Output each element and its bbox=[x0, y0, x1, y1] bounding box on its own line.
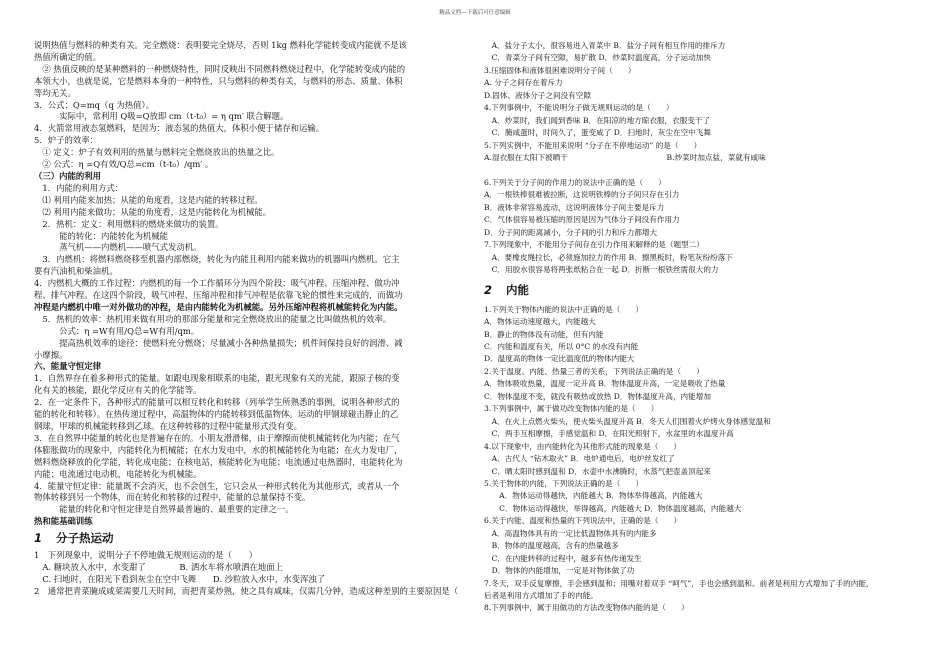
text-line: 等均无关。 bbox=[34, 87, 76, 98]
text-line: 3．在自然界中能量的转化也是普遍存在的。小朋友滑滑梯，由于摩擦而使机械能转化为内能；在气 bbox=[34, 432, 400, 443]
text-line: C．在内能转移的过程中，越多有热传递发生 bbox=[484, 553, 642, 563]
section-heading-2 bbox=[484, 283, 922, 298]
text-line: 4.以下现象中，由内能转化为其他形式能的现象是（ ） bbox=[484, 441, 682, 451]
section-number: 1 bbox=[34, 531, 43, 546]
section-title: 内能 bbox=[506, 282, 530, 297]
text-line: A. 分子之间存在着斥力 bbox=[484, 78, 563, 88]
text-line: B．液体非常容易流动，这说明液体分子间主要是斥力 bbox=[484, 202, 665, 212]
text-line: 冲程是内燃机中唯一对外做功的冲程，是由内能转化为机械能。另外压缩冲程将机械能转化为内能。 bbox=[34, 301, 403, 312]
text-line: 能的转化：内能转化为机械能 bbox=[34, 230, 168, 241]
text-line: A．高温物体具有的一定比低温物体具有的内能多 bbox=[484, 528, 657, 538]
text-line: A．要橡皮绳拉长，必须施加拉力的作用 B．擦黑板时，粉笔灰纷纷落下 bbox=[484, 252, 733, 262]
text-line: 1.下列关于物体内能的说法中正确的是（ ） bbox=[484, 304, 644, 314]
text-line: 说明热值与燃料的种类有关。完全燃烧：表明要完全烧尽，否则 1kg 燃料化学能转变成内能就不是该 bbox=[34, 40, 407, 50]
text-line: C．物体运动得越快，举得越高，内能越大 D．物体温度越高，内能越大 bbox=[484, 503, 742, 513]
text-line: 化有关的核能，跟化学反应有关的化学能等。 bbox=[34, 385, 202, 396]
text-line: 要有汽油机和柴油机。 bbox=[34, 266, 118, 277]
text-line: C．腌咸蛋时，时间久了，蛋变咸了 D．扫地时，灰尘在空中飞舞 bbox=[484, 128, 711, 138]
text-line: 2．在一定条件下，各种形式的能量可以相互转化和转移（列举学生所熟悉的事例，说明各种形式的 bbox=[34, 397, 400, 408]
text-line: 7.冬天，双手反复摩擦，手会感到温和；用嘴对着双手 “呵气”，手也会感到温和。前者是利用方式增加了手的内能， bbox=[484, 578, 874, 588]
text-line: 能的转化和转移）。在热传递过程中，高温物体的内能转移到低温物体。运动的甲钢球碰击静止的乙 bbox=[34, 409, 399, 420]
text-line: 热和能基础训练 bbox=[34, 516, 93, 527]
text-line: A．盐分子太小，很容易进入青菜中 B．盐分子间有相互作用的排斥力 bbox=[484, 41, 726, 50]
text-line: 1 下列现象中，说明分子不停地做无规则运动的是（ ） bbox=[34, 550, 258, 561]
text-line: A．在火上点燃火柴头，使火柴头温度升高 B．冬天人们围着火炉烤火身体感觉温和 bbox=[484, 416, 771, 426]
text-line: D．分子间的距离减小，分子间的引力和斥力都增大 bbox=[484, 227, 658, 237]
text-line: 1．内能的利用方式： bbox=[34, 182, 124, 193]
left-body-text bbox=[34, 40, 466, 528]
text-line: A．古代人 “钻木取火” B．电炉通电后，电炉丝发红了 bbox=[484, 454, 675, 464]
text-line: A．物体运动得越快，内能越大 B．物体举得越高，内能越大 bbox=[484, 491, 703, 501]
text-line: A．物体吸收热量，温度一定升高 B．物体温度升高，一定是吸收了热量 bbox=[484, 379, 726, 389]
text-line: 7.下列现象中，不能用分子间存在引力作用来解释的是（题型二） bbox=[484, 240, 704, 250]
text-line: D.固体、液体分子之间没有空隙 bbox=[484, 90, 591, 100]
left-column bbox=[34, 40, 466, 598]
text-line: C．青菜分子间有空隙，易扩散 D．炒菜时温度高，分子运动加快 bbox=[484, 53, 711, 63]
text-line: 内能；电流通过电动机，电能转化为机械能。 bbox=[34, 468, 202, 479]
left-exercises bbox=[34, 550, 466, 598]
text-line: （三）内能的利用 bbox=[34, 170, 101, 181]
text-line: 1．自然界存在着多种形式的能量。如跟电现象相联系的电能，跟光现象有关的光能，跟原子核的变 bbox=[34, 373, 400, 384]
text-line: ① 定义：炉子有效利用的热量与燃料完全燃烧放出的热量之比。 bbox=[34, 147, 280, 158]
text-line: 3．内燃机：将燃料燃烧移至机器内部燃烧，转化为内能且利用内能来做功的机器叫内燃机。它主 bbox=[34, 254, 400, 265]
text-line bbox=[484, 165, 922, 177]
text-line: C．内能和温度有关，所以 0°C 的水没有内能 bbox=[484, 341, 639, 351]
section-number: 2 bbox=[484, 282, 493, 297]
text-line: 4．内燃机大概的工作过程：内燃机的每一个工作循环分为四个阶段：吸气冲程、压缩冲程、做功冲 bbox=[34, 278, 400, 289]
text-line: C．用胶水很容易将两张纸粘合在一起 D．折断一根铁丝需很大的力 bbox=[484, 265, 719, 275]
text-line: 燃料燃烧释放的化学能，转化成电能；在核电站，核能转化为电能；电流通过电热器时，电能转化为 bbox=[34, 456, 403, 467]
text-line: B．静止的物体没有动能，但有内能 bbox=[484, 329, 604, 339]
text-line: 蒸气机——内燃机——喷气式发动机。 bbox=[34, 242, 202, 253]
text-line: C．物体温度不变，就没有吸热或放热 D．物体温度升高，内能增加 bbox=[484, 391, 711, 401]
text-line: D．温度高的物体一定比温度低的物体内能大 bbox=[484, 354, 635, 364]
text-line: C．晒太阳时感到温和 D．水壶中水沸腾时，水蒸气把壶盖顶起来 bbox=[484, 466, 711, 476]
right-exercises bbox=[484, 304, 922, 615]
text-line: 小摩擦。 bbox=[34, 349, 68, 360]
text-line: 公式：η =W有用/Q总=W有用/qm。 bbox=[34, 325, 200, 336]
text-line: 6.关于内能、温度和热量的下列说法中，正确的是（ ） bbox=[484, 516, 682, 526]
text-line: 5.下列实例中，不能用来说明 “分子在不停地运动” 的是（ ） bbox=[484, 140, 702, 150]
text-line: A.湿衣服在太阳下被晒干 B.炒菜时加点盐，菜就有咸味 bbox=[484, 153, 766, 163]
text-line: 3．公式：Q=mq（q 为热值）。 bbox=[34, 99, 155, 110]
right-body-text bbox=[484, 40, 922, 277]
text-line: 4.下列事例中，不能说明分子做无规则运动的是（ ） bbox=[484, 103, 674, 113]
text-line: 六、能量守恒定律 bbox=[34, 361, 101, 372]
text-line: 6.下列关于分子间的作用力的说法中正确的是（ ） bbox=[484, 177, 666, 187]
text-line: A．炒菜时，我们闻到香味 B．在阳凉的地方晾衣服，衣服变干了 bbox=[484, 115, 711, 125]
text-line: A．物体运动速度越大，内能越大 bbox=[484, 317, 596, 327]
text-line: A．一根铁棒很难被拉断，这说明铁棒的分子间只存在引力 bbox=[484, 190, 680, 200]
text-line: 能量的转化和守恒定律是自然界最普遍的、最重要的定律之一。 bbox=[34, 504, 294, 515]
text-line: B．物体的温度越高，含有的热量越多 bbox=[484, 541, 619, 551]
text-line: 物体转移到另一个物体，而在转化和转移的过程中，能量的总量保持不变。 bbox=[34, 492, 311, 503]
text-line: 5．热机的效率：热机用来做有用功的那部分能量和完全燃烧放出的能量之比叫做热机的效率。 bbox=[34, 313, 392, 324]
text-line: A. 糖块放入水中，水变甜了 B. 洒水车将水喷洒在地面上 bbox=[34, 562, 283, 573]
text-line: 钢球，甲球的机械能转移到乙球。在这种转移的过程中能量形式没有变。 bbox=[34, 421, 302, 431]
text-line: ⑵ 利用内能来做功；从能的角度看，这是内能转化为机械能。 bbox=[34, 206, 272, 217]
text-line: 8.下列事例中，属于用做功的方法改变物体内能的是（ ） bbox=[484, 603, 689, 613]
text-line: 2 通常把青菜腌成咸菜需要几天时间，而把青菜炒熟，使之具有咸味，仅需几分钟，造成这种差别的主要原因是（ bbox=[34, 585, 459, 596]
text-line: 2．热机：定义：利用燃料的燃烧来做功的装置。 bbox=[34, 218, 224, 229]
text-line: 3.压缩固体和液体很困难说明分子间（ ） bbox=[484, 65, 636, 75]
text-line: 4．能量守恒定律：能量既不会消灭，也不会创生，它只会从一种形式转化为其他形式，或者从一个 bbox=[34, 480, 400, 491]
text-line: 程、排气冲程。在这四个阶段，吸气冲程、压缩冲程和排气冲程是依靠飞轮的惯性来完成的，而做功 bbox=[34, 290, 403, 301]
text-line: C. 扫地时，在阳光下看到灰尘在空中飞舞 D. 沙粒放入水中，水变浑浊了 bbox=[34, 573, 326, 584]
right-column bbox=[484, 40, 922, 615]
text-line: 体膨胀做功的现象中，内能转化为机械能；在水力发电中，水的机械能转化为电能；在火力发电厂， bbox=[34, 444, 403, 455]
text-line: 5．炉子的效率： bbox=[34, 135, 98, 146]
text-line: 提高热机效率的途径：使燃料充分燃烧；尽量减小各种热量损失；机件间保持良好的润滑、减 bbox=[34, 337, 403, 348]
text-line: C．气体很容易被压缩的原因是因为气体分子间没有作用力 bbox=[484, 215, 680, 225]
text-line: 热值所确定的值。 bbox=[34, 51, 101, 62]
section-title: 分子热运动 bbox=[56, 531, 114, 546]
section-heading-1 bbox=[34, 531, 466, 546]
text-line: ② 公式：η =Q有效/Q总=cm（t-t₀）/qm′ 。 bbox=[34, 159, 214, 170]
text-line: 3.下列事例中，属于做功改变物体内能的是（ ） bbox=[484, 404, 659, 414]
text-line: 实际中，常利用 Q吸=Q放即 cm（t-t₀）= η qm′ 联合解题。 bbox=[34, 111, 289, 122]
text-line: 4．火箭常用液态氢燃料，是因为：液态氢的热值大，体积小便于储存和运输。 bbox=[34, 123, 325, 134]
text-line: 本领大小，也就是说，它是燃料本身的一种特性，只与燃料的种类有关，与燃料的形态、质量、体积 bbox=[34, 75, 403, 86]
text-line: ② 热值反映的是某种燃料的一种燃烧特性，同时反映出不同燃料燃烧过程中，化学能转变成内能的 bbox=[34, 63, 406, 74]
text-line: C．两手互相摩擦，手感觉温和 D．在阳光照射下，水盆里的水温度升高 bbox=[484, 429, 734, 439]
text-line: D．物体的内能增加，一定是对物体做了功 bbox=[484, 566, 635, 576]
text-line: 2.关于温度、内能、热量三者的关系，下列说法正确的是（ ） bbox=[484, 366, 704, 376]
text-line: ⑴ 利用内能来加热；从能的角度看，这是内能的转移过程。 bbox=[34, 194, 263, 205]
text-line: 5.关于物体的内能，下列说法正确的是（ ） bbox=[484, 478, 644, 488]
page-header: 精品文档---下载后可任意编辑 bbox=[439, 10, 511, 16]
text-line: 后者是利用方式增加了手的内能。 bbox=[484, 591, 598, 601]
